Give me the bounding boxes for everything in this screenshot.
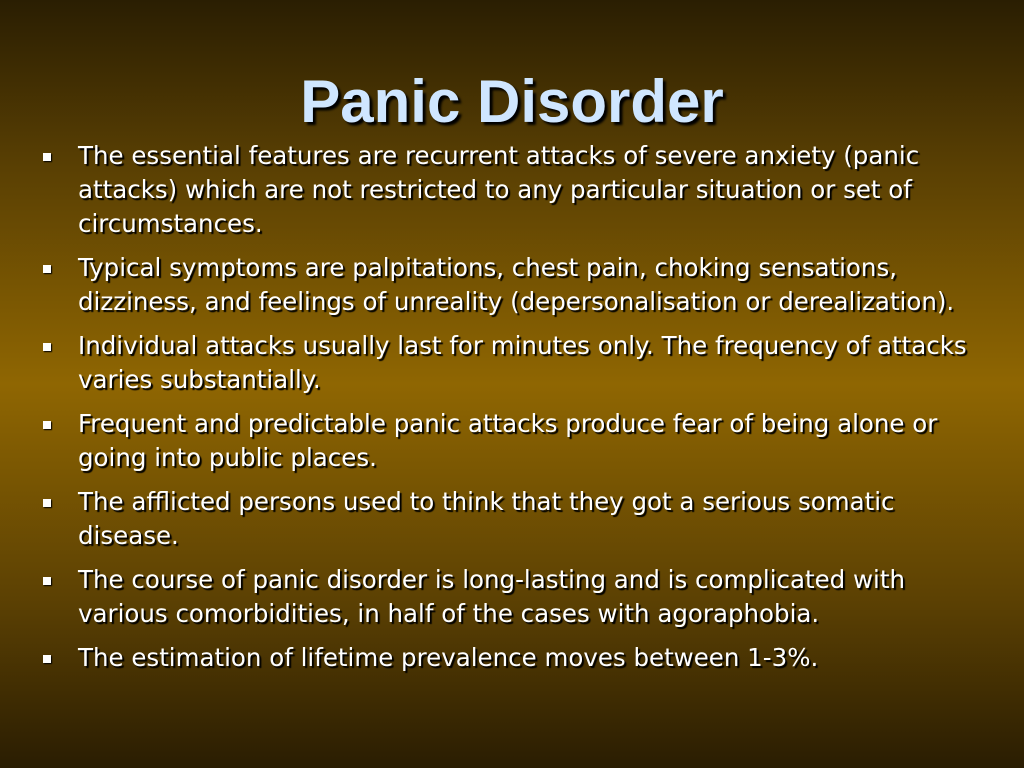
bullet-item bbox=[40, 563, 990, 631]
bullet-text: Typical symptoms are palpitations, chest pain, choking sensations, dizziness, and feelings of unreality (depersonalisation or derealization). bbox=[78, 253, 955, 316]
slide-title: Panic Disorder bbox=[300, 68, 724, 136]
bullet-item bbox=[40, 329, 990, 397]
bullet-item bbox=[40, 485, 990, 553]
square-bullet-icon bbox=[43, 421, 51, 429]
bullet-text: Frequent and predictable panic attacks produce fear of being alone or going into public places. bbox=[78, 409, 938, 472]
square-bullet-icon bbox=[43, 265, 51, 273]
bullet-text: The course of panic disorder is long-lasting and is complicated with various comorbidities, in half of the cases with agoraphobia. bbox=[78, 565, 905, 628]
square-bullet-icon bbox=[43, 343, 51, 351]
bullet-item bbox=[40, 407, 990, 475]
square-bullet-icon bbox=[43, 499, 51, 507]
bullet-text: The afflicted persons used to think that they got a serious somatic disease. bbox=[78, 487, 895, 550]
square-bullet-icon bbox=[43, 577, 51, 585]
bullet-item bbox=[40, 139, 990, 241]
bullet-item bbox=[40, 251, 990, 319]
bullet-list bbox=[40, 139, 990, 685]
bullet-item bbox=[40, 641, 990, 675]
bullet-text: Individual attacks usually last for minutes only. The frequency of attacks varies substantially. bbox=[78, 331, 967, 394]
bullet-text: The essential features are recurrent attacks of severe anxiety (panic attacks) which are not restricted to any particular situation or set of circumstances. bbox=[78, 141, 920, 238]
bullet-text: The estimation of lifetime prevalence moves between 1-3%. bbox=[78, 643, 819, 672]
square-bullet-icon bbox=[43, 153, 51, 161]
square-bullet-icon bbox=[43, 655, 51, 663]
